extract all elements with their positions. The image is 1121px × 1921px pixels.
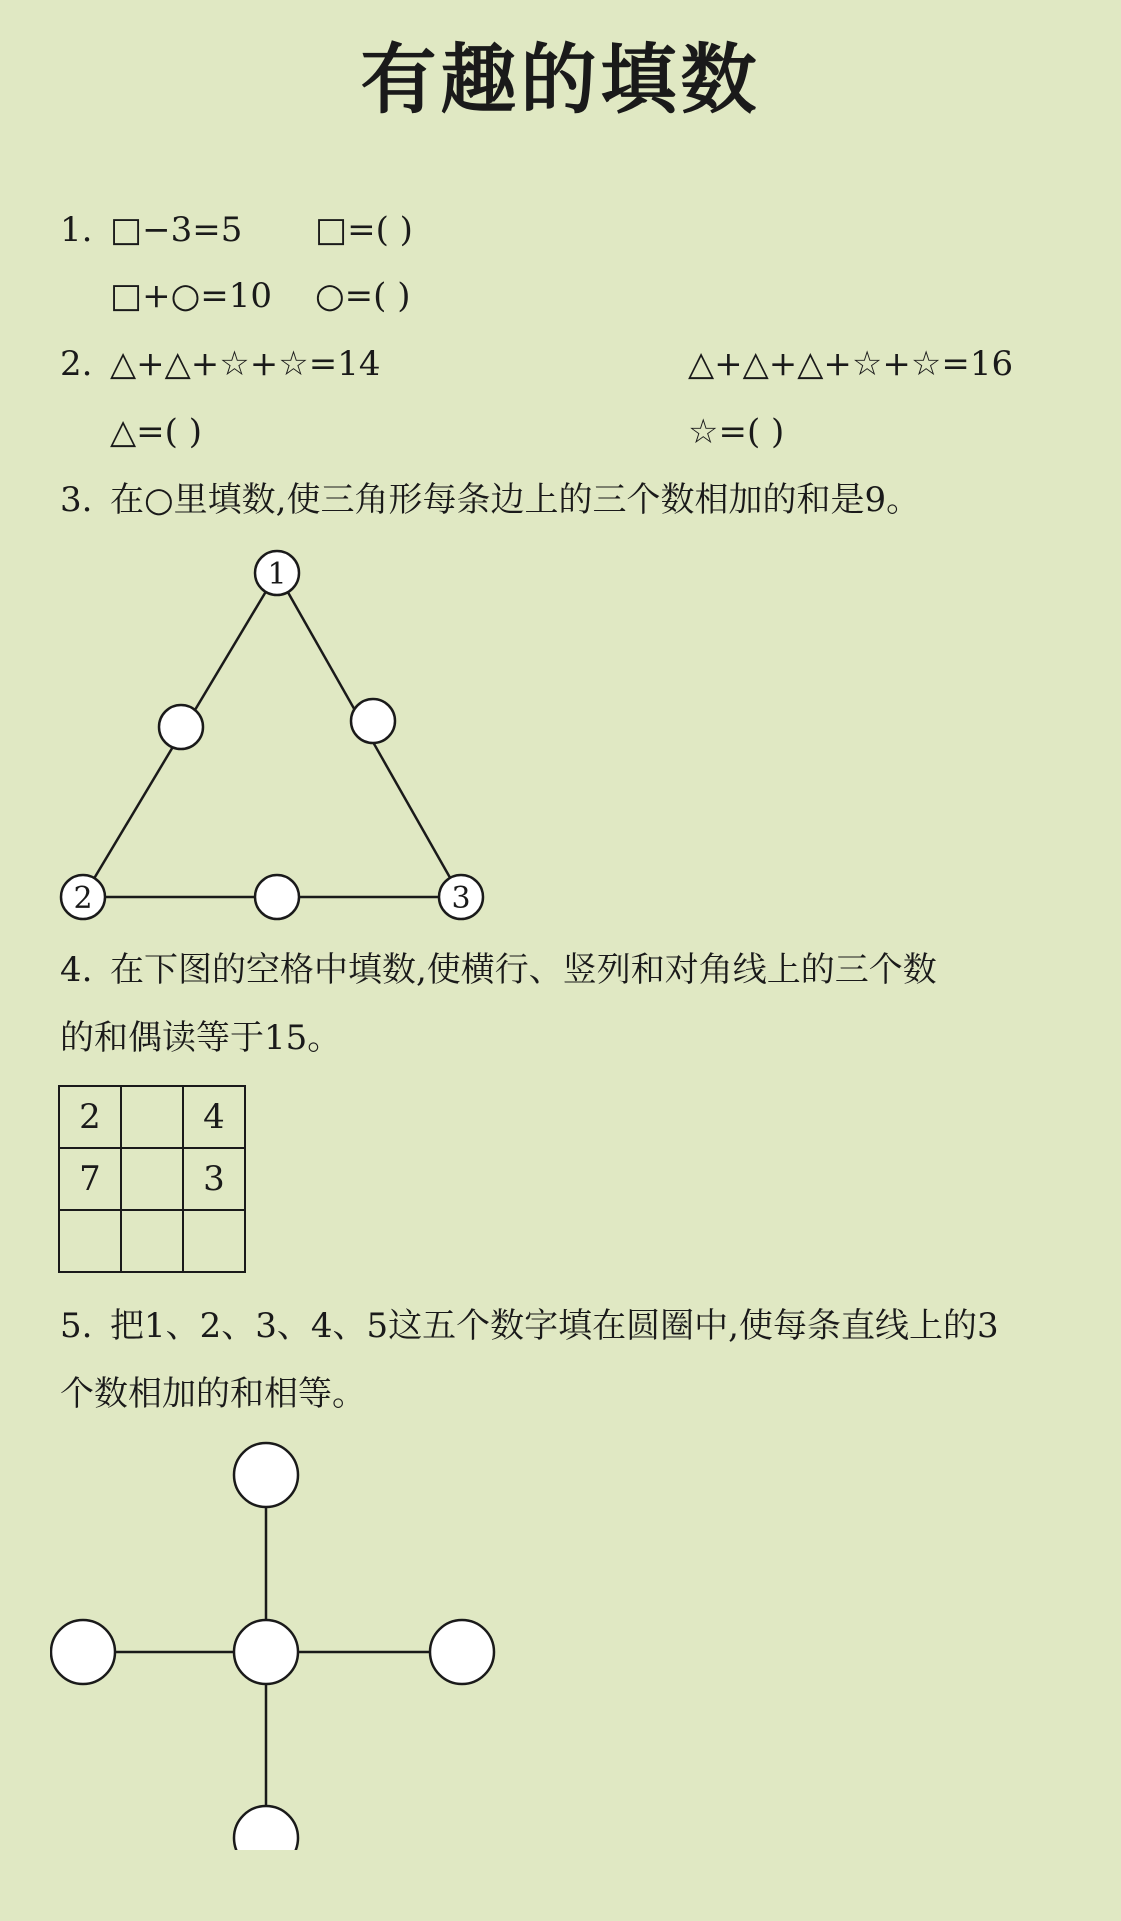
problem-1-answer-1[interactable]: □=( ) [315, 210, 413, 250]
problem-3-label: 3. [60, 480, 93, 520]
triangle-node-top-label: 1 [267, 557, 287, 592]
triangle-node-left-middle[interactable] [159, 705, 203, 749]
triangle-node-bottom-middle[interactable] [255, 875, 299, 919]
problem-2-label: 2. [60, 344, 93, 384]
problem-5-text-line-1: 把1、2、3、4、5这五个数字填在圆圈中,使每条直线上的3 [110, 1306, 999, 1346]
cross-node-center[interactable] [234, 1620, 298, 1684]
grid-cell-empty[interactable] [121, 1210, 183, 1272]
problem-2-equation-2: △+△+△+☆+☆=16 [688, 344, 1014, 384]
problem-2-answer-2[interactable]: ☆=( ) [688, 412, 785, 452]
problem-4-label: 4. [60, 950, 93, 990]
triangle-node-bottom-right-label: 3 [451, 881, 471, 916]
grid-cell: 2 [59, 1086, 121, 1148]
grid-cell-empty[interactable] [59, 1210, 121, 1272]
cross-node-top[interactable] [234, 1443, 298, 1507]
grid-cell-empty[interactable] [183, 1210, 245, 1272]
grid-cell: 4 [183, 1086, 245, 1148]
cross-node-bottom[interactable] [234, 1806, 298, 1850]
magic-square-grid [58, 1085, 246, 1273]
problem-5-text-line-2: 个数相加的和相等。 [60, 1374, 366, 1414]
triangle-diagram [55, 545, 495, 925]
cross-diagram [50, 1430, 510, 1850]
problem-4-text-line-2: 的和偶读等于15。 [60, 1018, 342, 1058]
problem-2-equation-1: △+△+☆+☆=14 [110, 344, 381, 384]
problem-5-label: 5. [60, 1306, 93, 1346]
grid-cell-empty[interactable] [121, 1086, 183, 1148]
problem-1-equation-1: □−3=5 [110, 210, 243, 250]
grid-cell-empty[interactable] [121, 1148, 183, 1210]
problem-1-equation-2: □+○=10 [110, 276, 273, 316]
problem-4-text-line-1: 在下图的空格中填数,使横行、竖列和对角线上的三个数 [110, 950, 937, 990]
problem-3-text: 在○里填数,使三角形每条边上的三个数相加的和是9。 [110, 480, 921, 520]
grid-cell: 3 [183, 1148, 245, 1210]
triangle-node-bottom-left-label: 2 [73, 881, 93, 916]
problem-2-answer-1[interactable]: △=( ) [110, 412, 202, 452]
cross-node-left[interactable] [51, 1620, 115, 1684]
problem-1-answer-2[interactable]: ○=( ) [315, 276, 411, 316]
cross-node-right[interactable] [430, 1620, 494, 1684]
triangle-node-right-middle[interactable] [351, 699, 395, 743]
page-title: 有趣的填数 [360, 35, 761, 124]
problem-1-label: 1. [60, 210, 93, 250]
grid-cell: 7 [59, 1148, 121, 1210]
